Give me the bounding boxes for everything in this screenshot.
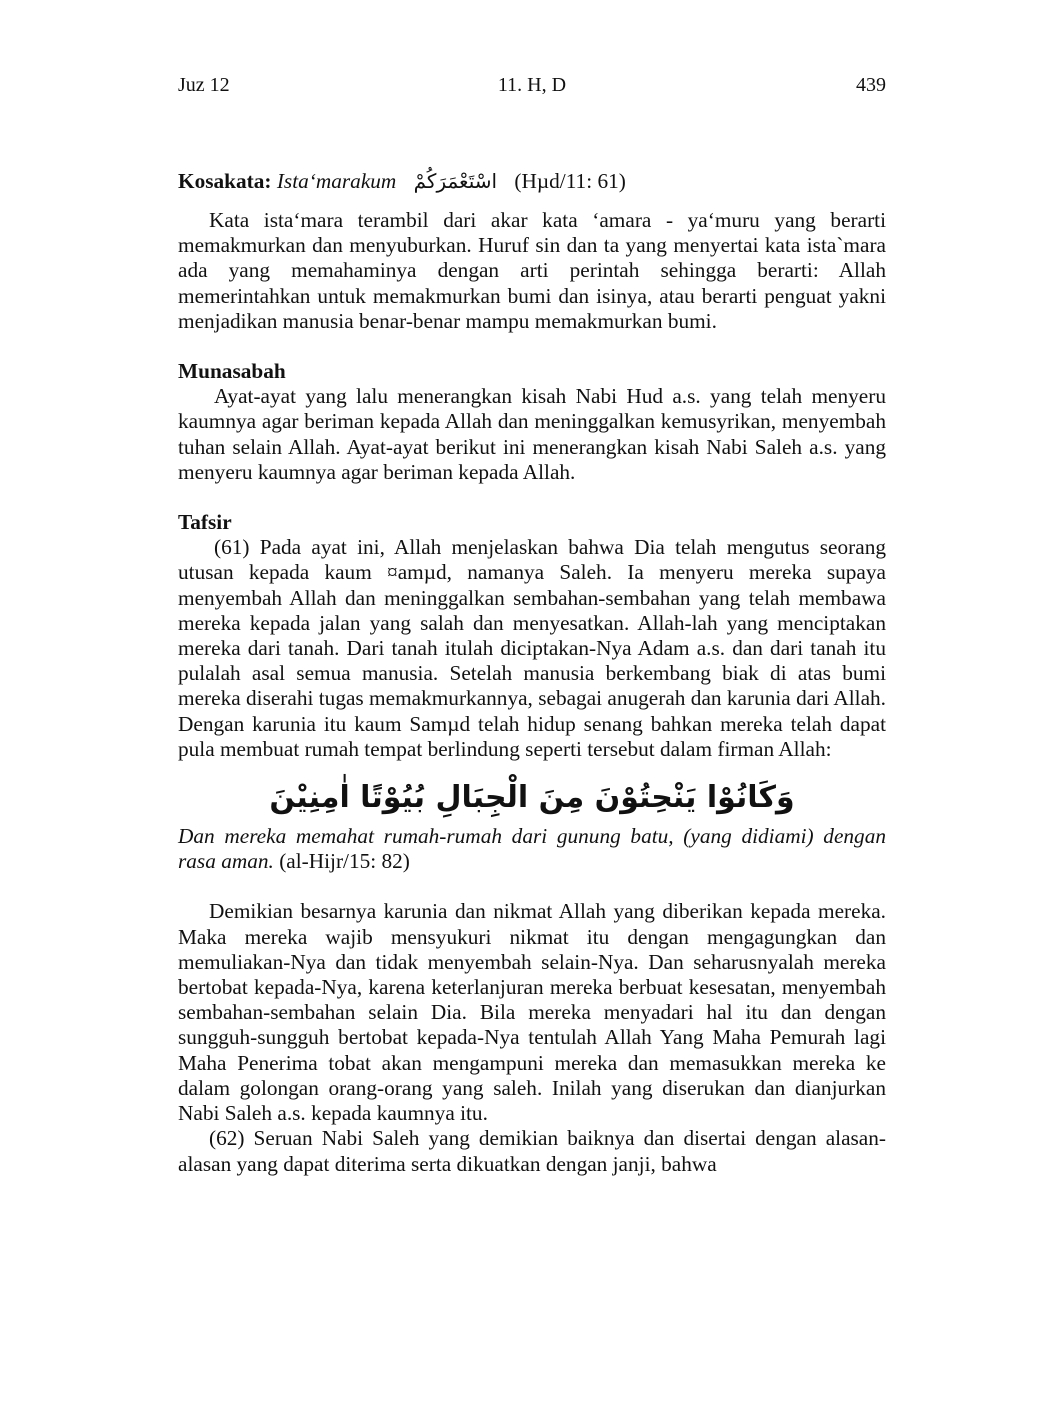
tafsir-paragraph-61: (61) Pada ayat ini, Allah menjelaskan bahwa Dia telah mengutus seorang utusan kepada kaum ¤amµd, namanya Saleh. Ia menyeru mereka supaya menyembah Allah dan meninggalkan sembahan-sembahan yang telah membawa mereka kepada jalan yang salah dan menyesatkan. Allah-lah yang menciptakan mereka dari tanah. Dari tanah itulah diciptakan-Nya Adam a.s. dan dari tanah itu pulalah asal semua manusia. Setelah manusia berkembang biak di atas bumi mereka diserahi tugas memakmurkannya, sebagai anugerah dan karunia dari Allah. Dengan karunia itu kaum Samµd telah hidup senang bahkan mereka telah dapat pula membuat rumah tempat berlindung seperti tersebut dalam firman Allah:: [178, 535, 886, 761]
juz-label: Juz 12: [178, 74, 230, 96]
munasabah-paragraph: Ayat-ayat yang lalu menerangkan kisah Nabi Hud a.s. yang telah menyeru kaumnya agar beriman kepada Allah dan meninggalkan kemusyrikan, menyembah tuhan selain Allah. Ayat-ayat berikut ini menerangkan kisah Nabi Saleh a.s. yang menyeru kaumnya agar beriman kepada Allah.: [178, 384, 886, 484]
kosakata-label: Kosakata:: [178, 169, 272, 193]
translation-text: Dan mereka memahat rumah-rumah dari gunung batu, (yang didiami) dengan rasa aman.: [178, 824, 886, 874]
page-body: [178, 166, 886, 1177]
kosakata-heading: [178, 166, 886, 196]
kosakata-paragraph: Kata ista‘mara terambil dari akar kata ‘amara - ya‘muru yang berarti memakmurkan dan menyuburkan. Huruf sin dan ta yang menyertai kata ista`mara ada yang memahaminya dengan arti perintah sehingga berarti: Allah memerintahkan untuk memakmurkan bumi dan isinya, atau berarti penguat yakni menjadikan manusia benar-benar mampu memakmurkan bumi.: [178, 208, 886, 333]
kosakata-term: Ista‘marakum: [276, 169, 397, 193]
page-number: 439: [856, 74, 886, 96]
surah-label: 11. H, D: [497, 74, 567, 96]
quran-verse-arabic: وَكَانُوْا يَنْحِتُوْنَ مِنَ الْجِبَالِ بُيُوْتًا اٰمِنِيْنَ: [269, 780, 795, 816]
kosakata-ref: (Hµd/11: 61): [514, 169, 626, 193]
verse-translation: [178, 824, 886, 874]
tafsir-paragraph-62: (62) Seruan Nabi Saleh yang demikian baiknya dan disertai dengan alasan-alasan yang dapat diterima serta dikuatkan dengan janji, bahwa: [178, 1126, 886, 1176]
kosakata-arabic: اسْتَعْمَرَكُمْ: [413, 169, 498, 193]
translation-ref: (al-Hijr/15: 82): [279, 849, 410, 874]
tafsir-heading: Tafsir: [178, 510, 232, 535]
tafsir-paragraph-2: Demikian besarnya karunia dan nikmat Allah yang diberikan kepada mereka. Maka mereka wajib mensyukuri nikmat itu dengan mengagungkan dan memuliakan-Nya dan tidak menyembah selain-Nya. Dan seharusnyalah mereka bertobat kepada-Nya, karena keterlanjuran mereka berbuat kesesatan, menyembah sembahan-sembahan selain Dia. Bila mereka menyadari hal itu dan dengan sungguh-sungguh bertobat kepada-Nya tentulah Allah Yang Maha Pemurah lagi Maha Penerima tobat akan mengampuni mereka dan memasukkan mereka ke dalam golongan orang-orang yang saleh. Inilah yang diserukan dan dianjurkan Nabi Saleh a.s. kepada kaumnya itu.: [178, 899, 886, 1126]
page-header: [178, 74, 886, 102]
munasabah-heading: Munasabah: [178, 359, 286, 384]
